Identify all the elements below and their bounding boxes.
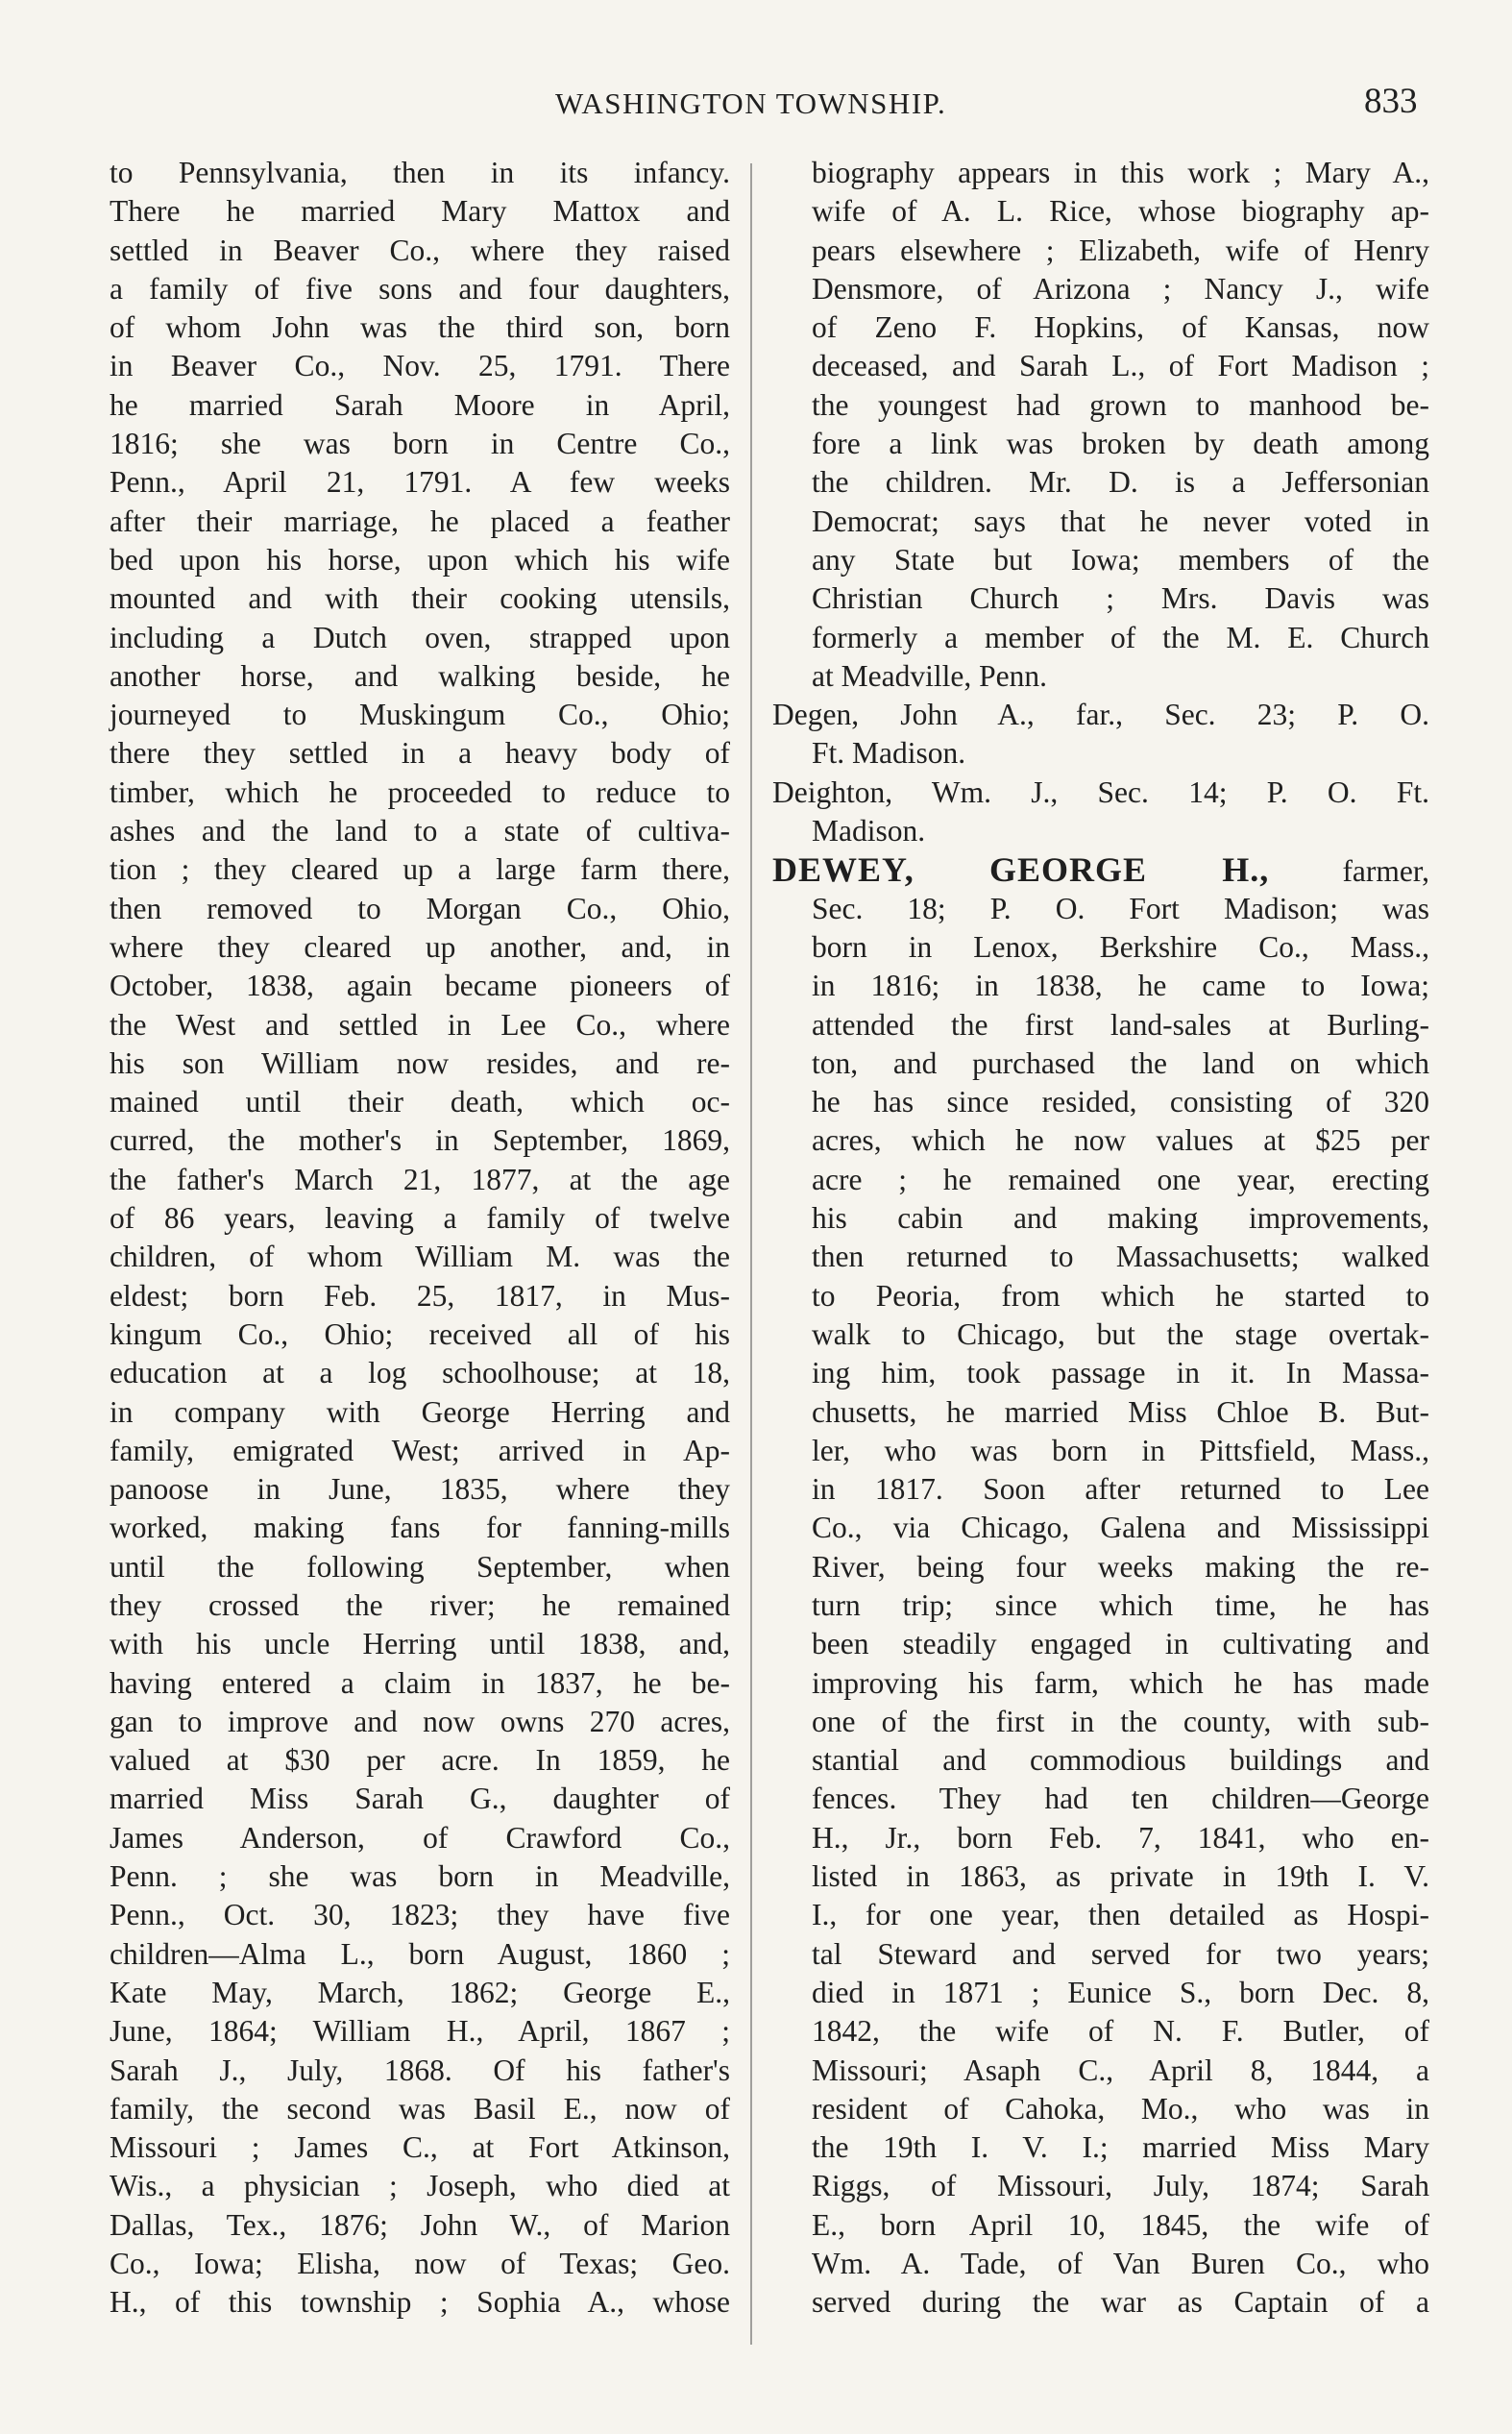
text-line: education at a log schoolhouse; at 18,: [110, 1356, 730, 1390]
text-line: married Miss Sarah G., daughter of: [110, 1782, 730, 1816]
text-line: H., Jr., born Feb. 7, 1841, who en-: [812, 1820, 1429, 1855]
directory-entry-degen: [772, 696, 1429, 774]
text-line: eldest; born Feb. 25, 1817, in Mus-: [110, 1278, 730, 1313]
text-line: kingum Co., Ohio; received all of his: [110, 1316, 730, 1351]
text-line: the West and settled in Lee Co., where: [110, 1007, 730, 1042]
text-line: settled in Beaver Co., where they raised: [110, 233, 730, 267]
text-line: October, 1838, again became pioneers of: [110, 969, 730, 1003]
text-line: bed upon his horse, upon which his wife: [110, 542, 730, 577]
text-line: ing him, took passage in it. In Massa-: [812, 1356, 1429, 1390]
text-line: at Meadville, Penn.: [812, 658, 1047, 693]
text-line: H., of this township ; Sophia A., whose: [110, 2285, 730, 2320]
text-line: acres, which he now values at $25 per: [812, 1123, 1429, 1158]
text-line: valued at $30 per acre. In 1859, he: [110, 1743, 730, 1778]
text-line: one of the first in the county, with sub-: [812, 1704, 1429, 1738]
text-line: walk to Chicago, but the stage overtak-: [812, 1316, 1429, 1351]
left-text-column: [110, 154, 730, 2323]
text-line: Wis., a physician ; Joseph, who died at: [110, 2169, 730, 2203]
text-line: of whom John was the third son, born: [110, 310, 730, 345]
text-line: in 1816; in 1838, he came to Iowa;: [812, 969, 1429, 1003]
text-line: then returned to Massachusetts; walked: [812, 1240, 1429, 1274]
text-line: Penn., Oct. 30, 1823; they have five: [110, 1898, 730, 1932]
text-line: his cabin and making improvements,: [812, 1201, 1429, 1236]
text-line: family, emigrated West; arrived in Ap-: [110, 1433, 730, 1467]
text-line: Co., Iowa; Elisha, now of Texas; Geo.: [110, 2247, 730, 2281]
text-line: he has since resided, consisting of 320: [812, 1085, 1429, 1119]
text-line: ton, and purchased the land on which: [812, 1045, 1429, 1080]
text-line: 1816; she was born in Centre Co.,: [110, 427, 730, 461]
text-line: stantial and commodious buildings and: [812, 1743, 1429, 1778]
entry-occupation: farmer,: [1269, 854, 1429, 889]
text-line: June, 1864; William H., April, 1867 ;: [110, 2014, 730, 2049]
text-line: resident of Cahoka, Mo., who was in: [812, 2091, 1429, 2126]
text-line: died in 1871 ; Eunice S., born Dec. 8,: [812, 1975, 1429, 2009]
text-line: in 1817. Soon after returned to Lee: [812, 1472, 1429, 1507]
biography-entry-dewey: [772, 850, 1429, 2322]
text-line: Democrat; says that he never voted in: [812, 504, 1429, 538]
text-line: worked, making fans for fanning-mills: [110, 1511, 730, 1545]
text-line: mounted and with their cooking utensils,: [110, 581, 730, 616]
running-header: [0, 81, 1512, 129]
text-line: Missouri; Asaph C., April 8, 1844, a: [812, 2053, 1429, 2087]
text-line: Christian Church ; Mrs. Davis was: [812, 581, 1429, 616]
column-divider: [750, 163, 752, 2345]
text-line: Co., via Chicago, Galena and Mississippi: [812, 1511, 1429, 1545]
text-line: improving his farm, which he has made: [812, 1665, 1429, 1700]
text-line: mained until their death, which oc-: [110, 1085, 730, 1119]
text-line: in company with George Herring and: [110, 1394, 730, 1429]
text-line: children, of whom William M. was the: [110, 1240, 730, 1274]
text-line: in Beaver Co., Nov. 25, 1791. There: [110, 349, 730, 383]
text-line: E., born April 10, 1845, the wife of: [812, 2207, 1429, 2242]
text-line: fore a link was broken by death among: [812, 427, 1429, 461]
text-line: been steadily engaged in cultivating and: [812, 1627, 1429, 1661]
text-line: of 86 years, leaving a family of twelve: [110, 1201, 730, 1236]
header-title: WASHINGTON TOWNSHIP.: [555, 86, 947, 120]
text-line: journeyed to Muskingum Co., Ohio;: [110, 698, 730, 732]
text-line: I., for one year, then detailed as Hospi-: [812, 1898, 1429, 1932]
text-line: they crossed the river; he remained: [110, 1587, 730, 1622]
text-line: attended the first land-sales at Burling-: [812, 1007, 1429, 1042]
text-line: There he married Mary Mattox and: [110, 194, 730, 229]
text-line: timber, which he proceeded to reduce to: [110, 774, 730, 809]
text-line: Sec. 18; P. O. Fort Madison; was: [812, 891, 1429, 925]
text-line: children—Alma L., born August, 1860 ;: [110, 1936, 730, 1971]
text-line: Degen, John A., far., Sec. 23; P. O.: [772, 698, 1429, 732]
text-line: the father's March 21, 1877, at the age: [110, 1162, 730, 1196]
text-line: until the following September, when: [110, 1549, 730, 1584]
text-line: having entered a claim in 1837, he be-: [110, 1665, 730, 1700]
text-line: Dallas, Tex., 1876; John W., of Marion: [110, 2207, 730, 2242]
text-line: the 19th I. V. I.; married Miss Mary: [812, 2130, 1429, 2165]
text-line: curred, the mother's in September, 1869,: [110, 1123, 730, 1158]
text-line: his son William now resides, and re-: [110, 1045, 730, 1080]
text-line: River, being four weeks making the re-: [812, 1549, 1429, 1584]
text-line: tion ; they cleared up a large farm there,: [110, 852, 730, 887]
text-line: Riggs, of Missouri, July, 1874; Sarah: [812, 2169, 1429, 2203]
text-line: another horse, and walking beside, he: [110, 658, 730, 693]
text-line: served during the war as Captain of a: [812, 2285, 1429, 2320]
text-line: Penn., April 21, 1791. A few weeks: [110, 465, 730, 500]
text-line: ler, who was born in Pittsfield, Mass.,: [812, 1433, 1429, 1467]
directory-entry-deighton: [772, 774, 1429, 851]
text-line: Sarah J., July, 1868. Of his father's: [110, 2053, 730, 2087]
text-line: tal Steward and served for two years;: [812, 1936, 1429, 1971]
text-line: to Pennsylvania, then in its infancy.: [110, 156, 730, 189]
text-line: pears elsewhere ; Elizabeth, wife of Henry: [812, 233, 1429, 267]
text-line: ashes and the land to a state of cultiva-: [110, 814, 730, 848]
text-line: formerly a member of the M. E. Church: [812, 620, 1429, 654]
text-line: Madison.: [812, 814, 926, 848]
text-line: the youngest had grown to manhood be-: [812, 387, 1429, 422]
text-line: he married Sarah Moore in April,: [110, 387, 730, 422]
text-line: acre ; he remained one year, erecting: [812, 1162, 1429, 1196]
text-line: listed in 1863, as private in 19th I. V.: [812, 1859, 1429, 1894]
text-line: with his uncle Herring until 1838, and,: [110, 1627, 730, 1661]
right-text-column: [772, 154, 1429, 2323]
text-line: to Peoria, from which he started to: [812, 1278, 1429, 1313]
text-line: James Anderson, of Crawford Co.,: [110, 1820, 730, 1855]
text-line: biography appears in this work ; Mary A.,: [812, 156, 1429, 189]
text-line: Wm. A. Tade, of Van Buren Co., who: [812, 2247, 1429, 2281]
text-line: chusetts, he married Miss Chloe B. But-: [812, 1394, 1429, 1429]
page-number: 833: [1364, 82, 1418, 121]
text-line: there they settled in a heavy body of: [110, 736, 730, 771]
text-line: Deighton, Wm. J., Sec. 14; P. O. Ft.: [772, 774, 1429, 809]
text-line: after their marriage, he placed a feather: [110, 504, 730, 538]
text-line: 1842, the wife of N. F. Butler, of: [812, 2014, 1429, 2049]
text-line: Kate May, March, 1862; George E.,: [110, 1975, 730, 2009]
text-line: panoose in June, 1835, where they: [110, 1472, 730, 1507]
continued-biography: [772, 154, 1429, 696]
text-line: gan to improve and now owns 270 acres,: [110, 1704, 730, 1738]
text-line: any State but Iowa; members of the: [812, 542, 1429, 577]
text-line: the children. Mr. D. is a Jeffersonian: [812, 465, 1429, 500]
text-line: of Zeno F. Hopkins, of Kansas, now: [812, 310, 1429, 345]
text-line: including a Dutch oven, strapped upon: [110, 620, 730, 654]
text-line: born in Lenox, Berkshire Co., Mass.,: [812, 929, 1429, 964]
text-line: wife of A. L. Rice, whose biography ap-: [812, 194, 1429, 229]
entry-heading-line: [772, 850, 1429, 889]
text-line: deceased, and Sarah L., of Fort Madison ;: [812, 349, 1429, 383]
entry-name: DEWEY, GEORGE H.,: [772, 850, 1270, 890]
text-line: Densmore, of Arizona ; Nancy J., wife: [812, 271, 1429, 306]
text-line: Missouri ; James C., at Fort Atkinson,: [110, 2130, 730, 2165]
text-line: a family of five sons and four daughters,: [110, 271, 730, 306]
text-line: turn trip; since which time, he has: [812, 1587, 1429, 1622]
text-line: Penn. ; she was born in Meadville,: [110, 1859, 730, 1894]
text-line: Ft. Madison.: [812, 736, 966, 771]
text-line: fences. They had ten children—George: [812, 1782, 1429, 1816]
text-line: then removed to Morgan Co., Ohio,: [110, 891, 730, 925]
text-line: family, the second was Basil E., now of: [110, 2091, 730, 2126]
text-line: where they cleared up another, and, in: [110, 929, 730, 964]
